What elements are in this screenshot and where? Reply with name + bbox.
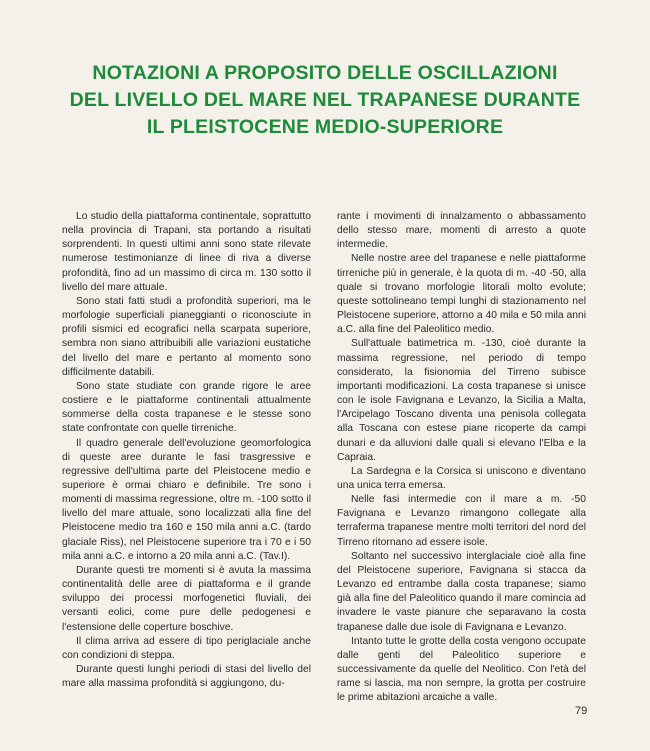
paragraph: Soltanto nel successivo interglaciale cioè alla fine del Pleistocene superiore, Favignana si stacca da Levanzo ed entrambe dalla costa trapanese; siamo già alla fine del Paleolitico quando il mare comincia ad invadere le vaste pianure che separavano la costa trapanese dalle due isole di Favignana e Levanzo. — [337, 550, 586, 633]
paragraph: Nelle nostre aree del trapanese e nelle piattaforme tirreniche più in generale, è la quota di m. -40 -50, alla quale si trovano morfologie litorali molto evolute; queste sottolineano tempi lunghi di stazionamento nel Pleistocene superiore, attorno a 40 mila e 50 mila anni a.C. alla fine del Paleolitico medio. — [337, 253, 586, 336]
title-line-3: IL PLEISTOCENE MEDIO-SUPERIORE — [146, 116, 504, 138]
paragraph: La Sardegna e la Corsica si uniscono e diventano una unica terra emersa. — [337, 465, 586, 491]
paragraph: Nelle fasi intermedie con il mare a m. -50 Favignana e Levanzo rimangono collegate alla terraferma trapanese mentre molti territori del nord del Tirreno ritornano ad essere isole. — [337, 494, 586, 548]
page-number: 79 — [575, 705, 588, 717]
title-line-1: NOTAZIONI A PROPOSITO DELLE OSCILLAZIONI — [92, 62, 558, 84]
left-column — [62, 210, 311, 691]
paragraph: Il quadro generale dell'evoluzione geomorfologica di queste aree durante le fasi trasgressive e regressive dell'ultima parte del Pleistocene medio e superiore è ormai chiaro e definibile. Tre sono i momenti di massima regressione, oltre m. -100 sotto il livello del mare attuale, sono localizzati alla fine del Pleistocene medio tra 160 e 150 mila anni a.C. (tardo glaciale Riss), nel Pleistocene superiore tra i 70 e i 50 mila anni a.C. e intorno a 20 mila anni a.C. (Tav.I). — [62, 437, 311, 562]
paragraph: Il clima arriva ad essere di tipo periglaciale anche con condizioni di steppa. — [62, 635, 311, 661]
paragraph: Intanto tutte le grotte della costa vengono occupate dalle genti del Paleolitico superiore e successivamente da quelle del Neolitico. Con l'età del rame si lascia, ma non sempre, la grotta per costruire le prime abitazioni arcaiche a valle. — [337, 635, 586, 704]
paragraph: Lo studio della piattaforma continentale, soprattutto nella provincia di Trapani, sta portando a risultati sorprendenti. In questi ultimi anni sono state rilevate numerose testimonianze di linee di riva a diverse profondità, fino ad un massimo di circa m. 130 sotto il livello del mare attuale. — [62, 211, 311, 293]
paragraph: Sull'attuale batimetrica m. -130, cioè durante la massima regressione, nel periodo di tempo considerato, la fisionomia del Tirreno subisce importanti modificazioni. La costa trapanese si unisce con le isole Favignana e Levanzo, la Sicilia a Malta, l'Arcipelago Toscano diventa una penisola collegata alla Toscana con estese piane ricoperte da campi dunari e da alluvioni dalle quali si elevano l'Elba e la Capraia. — [337, 338, 586, 463]
paragraph-continuation: rante i movimenti di innalzamento o abbassamento dello stesso mare, momenti di arresto a quote intermedie. — [337, 211, 586, 251]
paragraph: Sono state studiate con grande rigore le aree costiere e le piattaforme continentali attualmente sommerse della costa trapanese e le stesse sono state confrontate con quelle tirreniche. — [62, 380, 311, 435]
article-title — [40, 60, 610, 141]
title-line-2: DEL LIVELLO DEL MARE NEL TRAPANESE DURANTE — [69, 89, 581, 111]
paragraph: Durante questi lunghi periodi di stasi del livello del mare alla massima profondità si aggiungono, du- — [62, 664, 311, 690]
paragraph: Sono stati fatti studi a profondità superiori, ma le morfologie superficiali pianeggianti o riconosciute in profili sismici ed ecografici nella scarpata superiore, sembra non siano attribuibili alle variazioni eustatiche del livello del mare e pertanto al momento sono difficilmente databili. — [62, 295, 311, 378]
paragraph: Durante questi tre momenti si è avuta la massima continentalità delle aree di piattaforma e il grande sviluppo dei processi morfogenetici fluviali, dei versanti eolici, come pure delle pedogenesi e l'estensione delle coperture boschive. — [62, 564, 311, 633]
right-column — [337, 210, 586, 705]
